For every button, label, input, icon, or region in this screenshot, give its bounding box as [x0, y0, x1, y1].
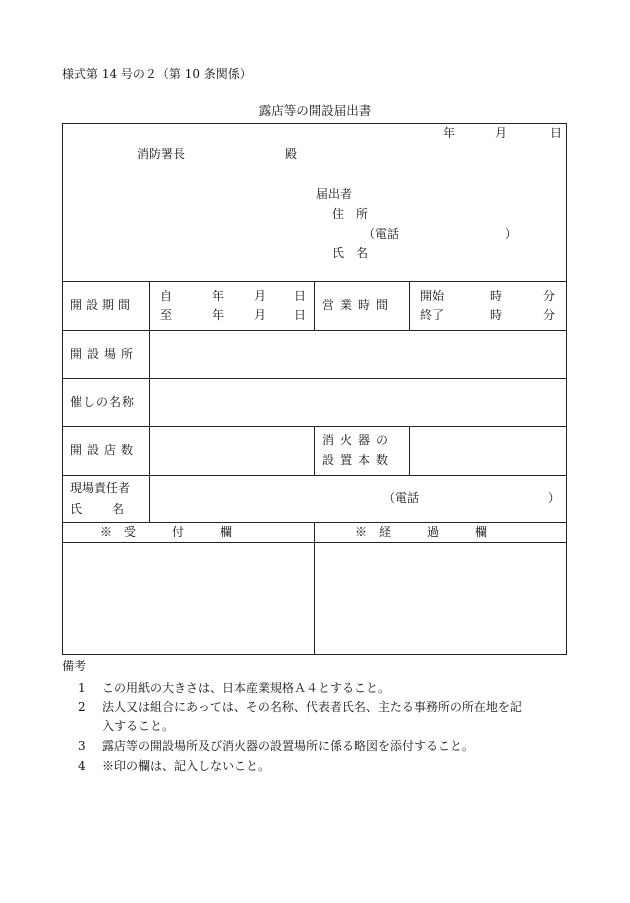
reception-area — [63, 543, 313, 654]
date-day: 日 — [550, 126, 563, 140]
location-field[interactable] — [150, 331, 566, 377]
extinguisher-label-line2: 設置本数 — [322, 453, 395, 467]
manager-phone-close: ） — [548, 491, 561, 505]
fire-chief-label: 消防署長 — [137, 147, 186, 161]
manager-phone-open: （電話 — [383, 491, 420, 505]
period-to-year: 年 — [212, 308, 225, 322]
event-name-label: 催しの名称 — [70, 395, 136, 409]
note-number: 1 — [78, 681, 86, 695]
note-text: 露店等の開設場所及び消火器の設置場所に係る略図を添付すること。 — [102, 739, 475, 753]
document-title: 露店等の開設届出書 — [258, 103, 372, 118]
note-number: 3 — [78, 739, 86, 753]
extinguisher-count-field[interactable] — [410, 427, 566, 474]
period-from-day: 日 — [294, 289, 307, 303]
column-divider — [409, 281, 410, 330]
hours-start: 開始 — [420, 289, 445, 303]
period-label: 開設期間 — [70, 298, 135, 312]
date-month: 月 — [495, 126, 508, 140]
note-text: ※印の欄は、記入しないこと。 — [102, 759, 271, 773]
address-label: 住 所 — [332, 207, 369, 221]
period-from-month: 月 — [254, 289, 267, 303]
note-number: 4 — [78, 759, 86, 773]
notes-heading: 備考 — [62, 659, 87, 673]
honorific-label: 殿 — [285, 147, 298, 161]
period-to: 至 — [160, 308, 173, 322]
hours-end-minute: 分 — [543, 308, 556, 322]
store-count-label: 開設店数 — [70, 443, 139, 457]
name-label: 氏 名 — [332, 246, 369, 260]
form-id: 様式第 14 号の２（第 10 条関係） — [62, 67, 252, 81]
period-from: 自 — [160, 289, 173, 303]
progress-column-label: ※ 経 過 欄 — [355, 525, 488, 539]
note-text: 法人又は組合にあっては、その名称、代表者氏名、主たる事務所の所在地を記 — [102, 700, 522, 714]
note-item — [78, 682, 390, 694]
progress-area — [315, 543, 566, 654]
note-item — [78, 740, 474, 752]
header-phone-close: ） — [505, 227, 518, 241]
manager-label-line1: 現場責任者 — [70, 481, 131, 495]
reception-column-label: ※ 受 付 欄 — [100, 525, 233, 539]
period-to-day: 日 — [294, 308, 307, 322]
note-number: 2 — [78, 700, 86, 714]
hours-end-hour: 時 — [490, 308, 503, 322]
header-phone-open: （電話 — [363, 227, 400, 241]
note-continuation: 入すること。 — [102, 719, 175, 733]
applicant-label: 届出者 — [316, 187, 353, 201]
note-text: この用紙の大きさは、日本産業規格Ａ４とすること。 — [102, 681, 391, 695]
store-count-field[interactable] — [150, 427, 313, 474]
period-from-year: 年 — [212, 289, 225, 303]
column-divider — [314, 426, 315, 475]
manager-label-line2: 氏 名 — [70, 502, 127, 516]
extinguisher-label-line1: 消火器の — [322, 433, 395, 447]
hours-start-hour: 時 — [490, 289, 503, 303]
hours-end: 終了 — [420, 308, 445, 322]
column-divider — [314, 281, 315, 330]
period-to-month: 月 — [254, 308, 267, 322]
manager-name-field[interactable] — [150, 476, 566, 521]
note-item — [78, 701, 522, 713]
hours-start-minute: 分 — [543, 289, 556, 303]
note-item — [78, 760, 270, 772]
event-name-field[interactable] — [150, 379, 566, 425]
business-hours-label: 営業時間 — [322, 298, 395, 312]
location-label: 開設場所 — [70, 347, 139, 361]
date-year: 年 — [443, 126, 456, 140]
